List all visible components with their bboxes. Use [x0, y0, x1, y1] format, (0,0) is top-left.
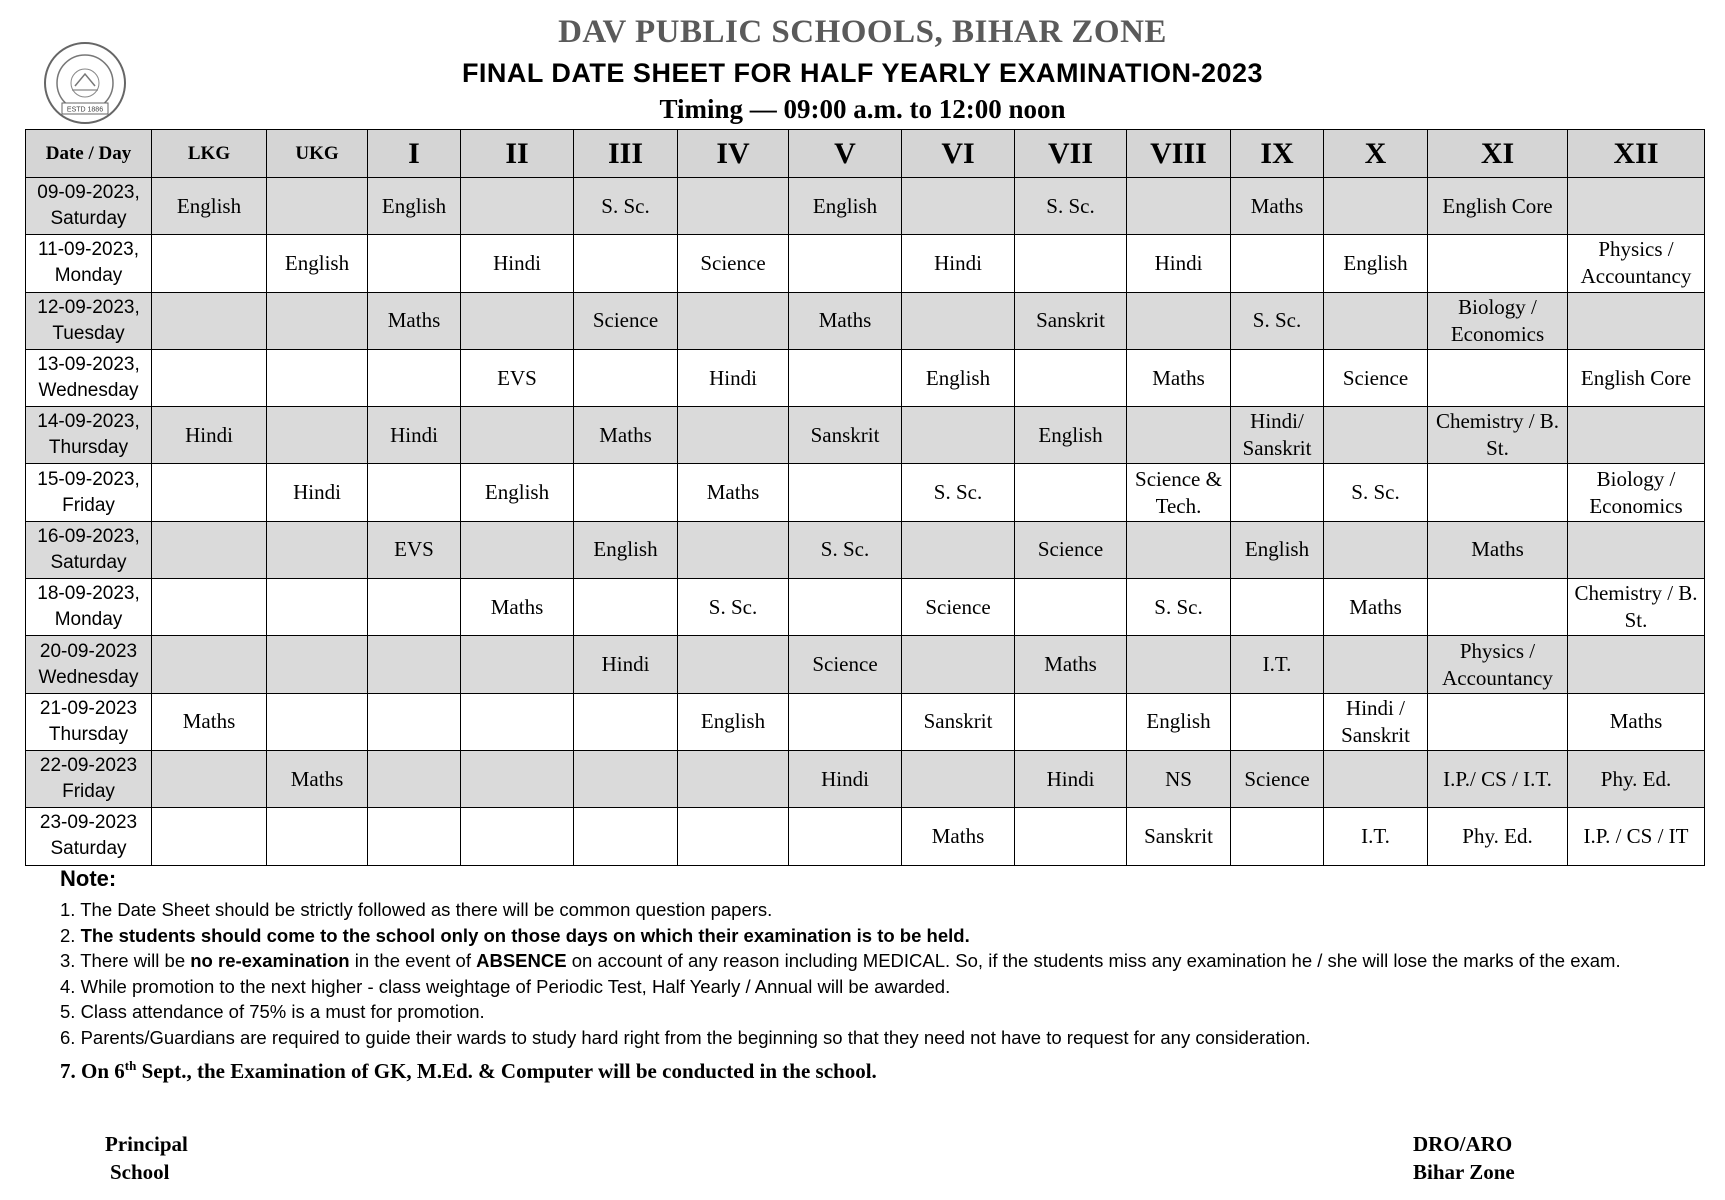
- subject-cell: [461, 178, 574, 235]
- subject-cell: [368, 464, 461, 521]
- subject-cell: Science: [902, 579, 1015, 636]
- subject-cell: [1127, 292, 1231, 349]
- subject-cell: [1127, 178, 1231, 235]
- subject-cell: EVS: [461, 349, 574, 406]
- subject-cell: [1015, 349, 1127, 406]
- table-row: [26, 178, 1705, 235]
- subject-cell: Science: [789, 636, 902, 693]
- exam-day: Wednesday: [38, 666, 139, 688]
- exam-timing: Timing — 09:00 a.m. to 12:00 noon: [659, 94, 1066, 124]
- subject-cell: [1231, 808, 1324, 865]
- column-header-class: III: [574, 130, 678, 178]
- column-header-class: VII: [1015, 130, 1127, 178]
- dro-aro-signature-block: [1413, 1130, 1515, 1186]
- subject-cell: Maths: [574, 407, 678, 464]
- column-header-class: I: [368, 130, 461, 178]
- subject-cell: [1428, 464, 1568, 521]
- table-row: [26, 636, 1705, 693]
- column-header-class: LKG: [152, 130, 267, 178]
- date-day-cell: [26, 636, 152, 693]
- exam-day: Tuesday: [52, 322, 125, 344]
- exam-day: Thursday: [48, 437, 129, 459]
- school-zone-title: DAV PUBLIC SCHOOLS, BIHAR ZONE: [558, 14, 1167, 50]
- subject-cell: [1231, 464, 1324, 521]
- subject-cell: English: [574, 521, 678, 578]
- date-day-cell: [26, 349, 152, 406]
- exam-date: 22-09-2023: [39, 755, 138, 777]
- subject-cell: [267, 808, 368, 865]
- subject-cell: [368, 808, 461, 865]
- column-header-class: IX: [1231, 130, 1324, 178]
- subject-cell: Hindi: [789, 750, 902, 807]
- subject-cell: Science: [678, 235, 789, 292]
- subject-cell: Phy. Ed.: [1568, 750, 1705, 807]
- date-day-cell: [26, 292, 152, 349]
- subject-cell: [1324, 178, 1428, 235]
- subject-cell: [789, 808, 902, 865]
- note-7: 7. On 6th Sept., the Examination of GK, M.Ed. & Computer will be conducted in the school.: [60, 1058, 877, 1083]
- exam-date: 12-09-2023,: [37, 296, 140, 318]
- date-day-cell: [26, 693, 152, 750]
- subject-cell: Maths: [461, 579, 574, 636]
- subject-cell: [267, 407, 368, 464]
- subject-cell: [368, 235, 461, 292]
- subject-cell: Science: [1231, 750, 1324, 807]
- subject-cell: Hindi: [1127, 235, 1231, 292]
- subject-cell: Maths: [152, 693, 267, 750]
- subject-cell: [461, 693, 574, 750]
- subject-cell: [678, 636, 789, 693]
- subject-cell: Hindi: [152, 407, 267, 464]
- subject-cell: Hindi: [461, 235, 574, 292]
- subject-cell: [574, 579, 678, 636]
- subject-cell: Science: [1324, 349, 1428, 406]
- subject-cell: I.P. / CS / IT: [1568, 808, 1705, 865]
- subject-cell: Maths: [1127, 349, 1231, 406]
- subject-cell: [1231, 693, 1324, 750]
- subject-cell: S. Sc.: [1324, 464, 1428, 521]
- subject-cell: [789, 693, 902, 750]
- column-header-class: VI: [902, 130, 1015, 178]
- subject-cell: [1568, 292, 1705, 349]
- subject-cell: [574, 235, 678, 292]
- school-label: School: [110, 1160, 170, 1184]
- exam-day: Saturday: [50, 551, 127, 573]
- table-row: [26, 407, 1705, 464]
- subject-cell: [902, 178, 1015, 235]
- exam-date: 18-09-2023,: [37, 583, 140, 605]
- subject-cell: [574, 750, 678, 807]
- exam-date: 09-09-2023,: [37, 182, 140, 204]
- date-day-cell: [26, 521, 152, 578]
- subject-cell: English: [1015, 407, 1127, 464]
- column-header-class: VIII: [1127, 130, 1231, 178]
- subject-cell: [1015, 693, 1127, 750]
- subject-cell: Hindi/ Sanskrit: [1231, 407, 1324, 464]
- column-header-class: IV: [678, 130, 789, 178]
- subject-cell: [789, 235, 902, 292]
- note-5: 5. Class attendance of 75% is a must for promotion.: [60, 1001, 485, 1022]
- date-day-cell: [26, 235, 152, 292]
- subject-cell: English: [902, 349, 1015, 406]
- subject-cell: [461, 407, 574, 464]
- note-2-emphasis: The students should come to the school only on those days on which their examination is to be held.: [80, 924, 970, 946]
- subject-cell: [461, 808, 574, 865]
- subject-cell: English: [368, 178, 461, 235]
- subject-cell: [267, 579, 368, 636]
- subject-cell: Hindi: [1015, 750, 1127, 807]
- exam-date: 16-09-2023,: [37, 525, 140, 547]
- subject-cell: S. Sc.: [789, 521, 902, 578]
- column-header-class: XI: [1428, 130, 1568, 178]
- date-day-cell: [26, 407, 152, 464]
- subject-cell: [1568, 407, 1705, 464]
- subject-cell: English: [1231, 521, 1324, 578]
- subject-cell: [789, 464, 902, 521]
- subject-cell: English: [1324, 235, 1428, 292]
- subject-cell: [1127, 521, 1231, 578]
- subject-cell: Hindi: [902, 235, 1015, 292]
- subject-cell: [1324, 292, 1428, 349]
- subject-cell: S. Sc.: [678, 579, 789, 636]
- table-row: [26, 349, 1705, 406]
- subject-cell: [1015, 464, 1127, 521]
- subject-cell: [1428, 349, 1568, 406]
- exam-date: 14-09-2023,: [37, 411, 140, 433]
- date-sheet-title: FINAL DATE SHEET FOR HALF YEARLY EXAMINATION-2023: [461, 58, 1264, 88]
- subject-cell: English: [152, 178, 267, 235]
- subject-cell: [1428, 235, 1568, 292]
- table-row: [26, 292, 1705, 349]
- exam-day: Monday: [54, 265, 123, 287]
- subject-cell: Chemistry / B. St.: [1428, 407, 1568, 464]
- subject-cell: [902, 750, 1015, 807]
- subject-cell: Sanskrit: [789, 407, 902, 464]
- subject-cell: I.T.: [1231, 636, 1324, 693]
- subject-cell: [152, 579, 267, 636]
- table-row: [26, 750, 1705, 807]
- subject-cell: [574, 464, 678, 521]
- column-header-class: V: [789, 130, 902, 178]
- subject-cell: [1324, 636, 1428, 693]
- subject-cell: Science: [1015, 521, 1127, 578]
- notes-title: Note:: [60, 866, 117, 891]
- subject-cell: Maths: [1015, 636, 1127, 693]
- subject-cell: [1127, 636, 1231, 693]
- subject-cell: [574, 808, 678, 865]
- subject-cell: [678, 808, 789, 865]
- subject-cell: [1428, 579, 1568, 636]
- column-header-class: II: [461, 130, 574, 178]
- column-header-date-day: Date / Day: [26, 130, 152, 178]
- exam-day: Monday: [54, 609, 123, 631]
- subject-cell: Hindi: [368, 407, 461, 464]
- subject-cell: [678, 292, 789, 349]
- subject-cell: I.P./ CS / I.T.: [1428, 750, 1568, 807]
- subject-cell: [1015, 808, 1127, 865]
- subject-cell: English: [789, 178, 902, 235]
- table-header-row: [26, 130, 1705, 178]
- subject-cell: [678, 178, 789, 235]
- subject-cell: [461, 521, 574, 578]
- subject-cell: [789, 349, 902, 406]
- subject-cell: English: [1127, 693, 1231, 750]
- subject-cell: NS: [1127, 750, 1231, 807]
- subject-cell: English: [461, 464, 574, 521]
- subject-cell: [152, 349, 267, 406]
- date-sheet-table: [25, 129, 1705, 866]
- table-row: [26, 693, 1705, 750]
- table-row: [26, 464, 1705, 521]
- subject-cell: [152, 808, 267, 865]
- subject-cell: Physics / Accountancy: [1428, 636, 1568, 693]
- exam-date: 21-09-2023: [39, 697, 138, 719]
- subject-cell: [152, 292, 267, 349]
- table-body: [26, 178, 1705, 866]
- subject-cell: English: [678, 693, 789, 750]
- exam-day: Thursday: [48, 723, 129, 745]
- table-row: [26, 808, 1705, 865]
- subject-cell: Maths: [789, 292, 902, 349]
- subject-cell: S. Sc.: [1231, 292, 1324, 349]
- subject-cell: [678, 521, 789, 578]
- subject-cell: S. Sc.: [574, 178, 678, 235]
- subject-cell: Maths: [1568, 693, 1705, 750]
- exam-date: 23-09-2023: [39, 812, 138, 834]
- principal-label: Principal: [105, 1132, 188, 1156]
- subject-cell: Maths: [902, 808, 1015, 865]
- exam-day: Saturday: [50, 838, 127, 860]
- note-4: 4. While promotion to the next higher - class weightage of Periodic Test, Half Yearly / Annual will be awarded.: [60, 975, 951, 997]
- dro-aro-label: DRO/ARO: [1413, 1132, 1513, 1156]
- subject-cell: [1568, 178, 1705, 235]
- subject-cell: Chemistry / B. St.: [1568, 579, 1705, 636]
- subject-cell: [152, 750, 267, 807]
- table-row: [26, 235, 1705, 292]
- subject-cell: Phy. Ed.: [1428, 808, 1568, 865]
- subject-cell: I.T.: [1324, 808, 1428, 865]
- subject-cell: [267, 349, 368, 406]
- subject-cell: [902, 407, 1015, 464]
- subject-cell: [368, 349, 461, 406]
- subject-cell: [152, 521, 267, 578]
- subject-cell: Maths: [1428, 521, 1568, 578]
- subject-cell: [1324, 407, 1428, 464]
- subject-cell: [368, 693, 461, 750]
- subject-cell: [1231, 235, 1324, 292]
- note-2: 2. The students should come to the school only on those days on which their examination is to be held.: [60, 924, 970, 946]
- subject-cell: [267, 636, 368, 693]
- subject-cell: Hindi: [678, 349, 789, 406]
- subject-cell: Hindi / Sanskrit: [1324, 693, 1428, 750]
- subject-cell: Biology / Economics: [1568, 464, 1705, 521]
- subject-cell: S. Sc.: [902, 464, 1015, 521]
- subject-cell: [1231, 579, 1324, 636]
- subject-cell: [152, 636, 267, 693]
- subject-cell: Maths: [368, 292, 461, 349]
- subject-cell: [574, 349, 678, 406]
- subject-cell: [1568, 521, 1705, 578]
- subject-cell: [574, 693, 678, 750]
- exam-day: Wednesday: [38, 380, 139, 402]
- exam-day: Friday: [62, 494, 115, 516]
- subject-cell: Sanskrit: [1015, 292, 1127, 349]
- note-1: 1. The Date Sheet should be strictly followed as there will be common question papers.: [60, 899, 773, 920]
- subject-cell: [267, 521, 368, 578]
- subject-cell: Science: [574, 292, 678, 349]
- subject-cell: Hindi: [574, 636, 678, 693]
- exam-day: Saturday: [50, 208, 127, 230]
- column-header-class: XII: [1568, 130, 1705, 178]
- date-day-cell: [26, 750, 152, 807]
- exam-date: 20-09-2023: [39, 640, 138, 662]
- subject-cell: Biology / Economics: [1428, 292, 1568, 349]
- subject-cell: [152, 464, 267, 521]
- table-row: [26, 579, 1705, 636]
- note-3: 3. There will be no re-examination in the event of ABSENCE on account of any reason including MEDICAL. So, if the students miss any examination he / she will lose the marks of the exam.: [60, 950, 1621, 971]
- subject-cell: [678, 407, 789, 464]
- subject-cell: Maths: [1324, 579, 1428, 636]
- subject-cell: [461, 636, 574, 693]
- subject-cell: [789, 579, 902, 636]
- subject-cell: [461, 750, 574, 807]
- subject-cell: [1015, 579, 1127, 636]
- subject-cell: [1015, 235, 1127, 292]
- subject-cell: [902, 521, 1015, 578]
- subject-cell: Maths: [267, 750, 368, 807]
- subject-cell: [368, 750, 461, 807]
- date-day-cell: [26, 808, 152, 865]
- subject-cell: Maths: [678, 464, 789, 521]
- subject-cell: Sanskrit: [1127, 808, 1231, 865]
- date-day-cell: [26, 464, 152, 521]
- bihar-zone-label: Bihar Zone: [1413, 1160, 1515, 1184]
- subject-cell: [1231, 349, 1324, 406]
- subject-cell: Maths: [1231, 178, 1324, 235]
- subject-cell: English: [267, 235, 368, 292]
- subject-cell: [368, 579, 461, 636]
- exam-date: 13-09-2023,: [37, 354, 140, 376]
- subject-cell: Science & Tech.: [1127, 464, 1231, 521]
- subject-cell: [1428, 693, 1568, 750]
- column-header-class: UKG: [267, 130, 368, 178]
- subject-cell: [461, 292, 574, 349]
- note-6: 6. Parents/Guardians are required to guide their wards to study hard right from the beginning so that they need not have to request for any consideration.: [60, 1026, 1311, 1048]
- subject-cell: S. Sc.: [1127, 579, 1231, 636]
- notes-section: [60, 866, 1621, 1086]
- subject-cell: [902, 636, 1015, 693]
- column-header-class: X: [1324, 130, 1428, 178]
- subject-cell: [1324, 521, 1428, 578]
- subject-cell: Sanskrit: [902, 693, 1015, 750]
- date-day-cell: [26, 178, 152, 235]
- subject-cell: [267, 292, 368, 349]
- subject-cell: [267, 178, 368, 235]
- exam-date: 15-09-2023,: [37, 468, 140, 490]
- subject-cell: [1568, 636, 1705, 693]
- exam-day: Friday: [62, 781, 115, 803]
- principal-signature-block: [105, 1130, 188, 1186]
- date-day-cell: [26, 579, 152, 636]
- subject-cell: EVS: [368, 521, 461, 578]
- subject-cell: [902, 292, 1015, 349]
- subject-cell: S. Sc.: [1015, 178, 1127, 235]
- subject-cell: Physics / Accountancy: [1568, 235, 1705, 292]
- subject-cell: [152, 235, 267, 292]
- subject-cell: [678, 750, 789, 807]
- subject-cell: English Core: [1568, 349, 1705, 406]
- subject-cell: [368, 636, 461, 693]
- subject-cell: Hindi: [267, 464, 368, 521]
- svg-text:ESTD 1886: ESTD 1886: [66, 106, 104, 114]
- subject-cell: [1127, 407, 1231, 464]
- subject-cell: [1324, 750, 1428, 807]
- exam-date: 11-09-2023,: [37, 239, 140, 261]
- subject-cell: English Core: [1428, 178, 1568, 235]
- table-row: [26, 521, 1705, 578]
- subject-cell: [267, 693, 368, 750]
